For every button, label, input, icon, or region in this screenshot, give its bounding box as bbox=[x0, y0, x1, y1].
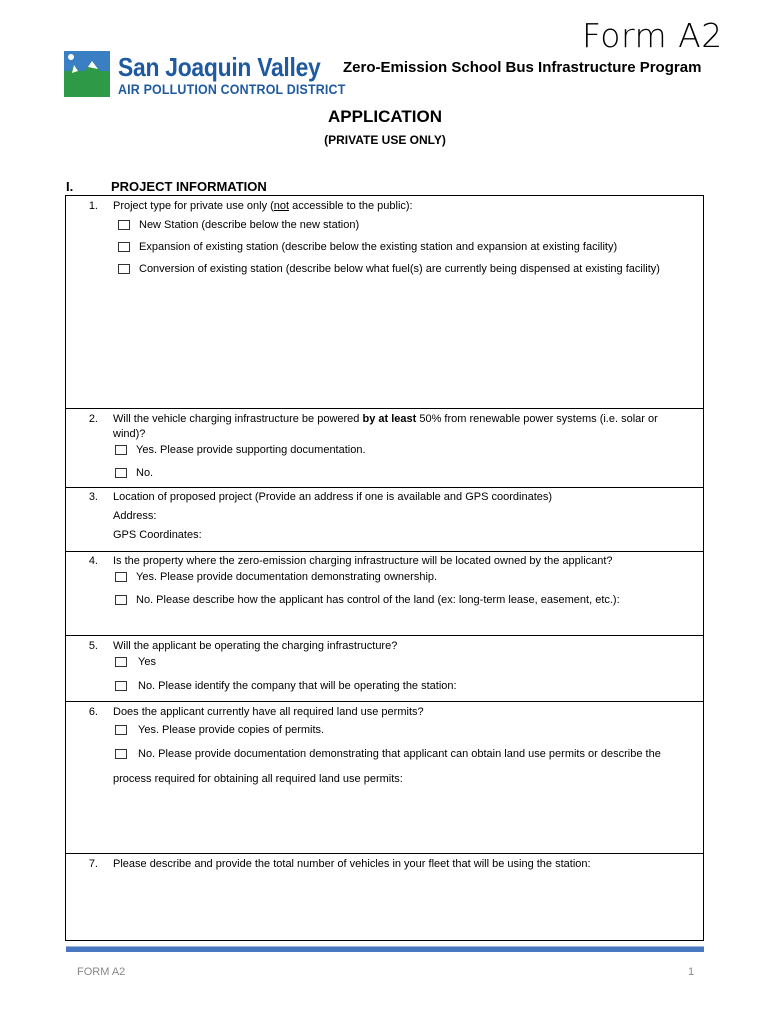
q7-description-field[interactable] bbox=[110, 876, 700, 936]
program-name: Zero-Emission School Bus Infrastructure Program bbox=[343, 59, 702, 76]
q6-option-label: Yes. Please provide copies of permits. bbox=[138, 724, 325, 736]
row-divider bbox=[65, 853, 704, 854]
question-2-text-line2: wind)? bbox=[113, 428, 146, 440]
q5-no-checkbox[interactable] bbox=[115, 681, 127, 691]
q1-expansion-checkbox[interactable] bbox=[118, 242, 130, 252]
q4-no-checkbox[interactable] bbox=[115, 595, 127, 605]
q1-option-label: New Station (describe below the new station) bbox=[139, 219, 360, 231]
row-divider bbox=[65, 635, 704, 636]
q1-description-field[interactable] bbox=[110, 282, 700, 404]
application-title: APPLICATION bbox=[328, 107, 442, 126]
question-number: 3. bbox=[88, 491, 98, 503]
q4-yes-checkbox[interactable] bbox=[115, 572, 127, 582]
logo-subtitle: AIR POLLUTION CONTROL DISTRICT bbox=[118, 82, 346, 97]
q4-option-label: No. Please describe how the applicant has control of the land (ex: long-term lease, easement, etc.): bbox=[136, 594, 620, 606]
footer-bar bbox=[66, 946, 704, 952]
q1-option-label: Expansion of existing station (describe below the existing station and expansion at existing facility) bbox=[139, 241, 618, 253]
question-number: 4. bbox=[88, 555, 98, 567]
footer-form-id: FORM A2 bbox=[77, 966, 126, 978]
question-4-text: Is the property where the zero-emission charging infrastructure will be located owned by the applicant? bbox=[113, 555, 613, 567]
address-label: Address: bbox=[113, 510, 157, 522]
address-field[interactable] bbox=[160, 508, 700, 524]
row-divider bbox=[65, 408, 704, 409]
application-subtitle: (PRIVATE USE ONLY) bbox=[324, 133, 446, 147]
row-divider bbox=[65, 551, 704, 552]
q1-conversion-checkbox[interactable] bbox=[118, 264, 130, 274]
q6-yes-checkbox[interactable] bbox=[115, 725, 127, 735]
q5-option-label: No. Please identify the company that will be operating the station: bbox=[138, 680, 457, 692]
question-number: 2. bbox=[88, 413, 98, 425]
q6-no-checkbox[interactable] bbox=[115, 749, 127, 759]
row-divider bbox=[65, 701, 704, 702]
q4-option-label: Yes. Please provide documentation demonstrating ownership. bbox=[136, 571, 438, 583]
section-title: PROJECT INFORMATION bbox=[111, 179, 267, 194]
q6-option-label: No. Please provide documentation demonstrating that applicant can obtain land use permits or describe the bbox=[138, 748, 661, 760]
q5-option-label: Yes bbox=[138, 656, 156, 668]
q2-option-label: No. bbox=[136, 467, 154, 479]
question-1-text: Project type for private use only (not accessible to the public): bbox=[113, 200, 413, 212]
question-6-continuation: process required for obtaining all required land use permits: bbox=[113, 773, 403, 785]
gps-coordinates-field[interactable] bbox=[204, 527, 700, 543]
gps-label: GPS Coordinates: bbox=[113, 529, 202, 541]
question-number: 5. bbox=[88, 640, 98, 652]
form-id: Form A2 bbox=[582, 16, 723, 55]
question-3-text: Location of proposed project (Provide an address if one is available and GPS coordinates) bbox=[113, 491, 553, 503]
page-number: 1 bbox=[688, 966, 695, 978]
question-6-text: Does the applicant currently have all required land use permits? bbox=[113, 706, 424, 718]
question-number: 6. bbox=[88, 706, 98, 718]
district-logo-icon bbox=[64, 51, 110, 97]
logo-title: San Joaquin Valley bbox=[118, 52, 321, 82]
question-number: 7. bbox=[88, 858, 98, 870]
question-5-text: Will the applicant be operating the charging infrastructure? bbox=[113, 640, 398, 652]
question-2-text: Will the vehicle charging infrastructure be powered by at least 50% from renewable power systems (i.e. solar or bbox=[113, 413, 658, 425]
q2-option-label: Yes. Please provide supporting documentation. bbox=[136, 444, 366, 456]
q2-yes-checkbox[interactable] bbox=[115, 445, 127, 455]
section-number: I. bbox=[66, 179, 74, 194]
q1-new-station-checkbox[interactable] bbox=[118, 220, 130, 230]
q1-option-label: Conversion of existing station (describe below what fuel(s) are currently being dispensed at existing facility) bbox=[139, 263, 660, 275]
question-7-text: Please describe and provide the total number of vehicles in your fleet that will be using the station: bbox=[113, 858, 591, 870]
row-divider bbox=[65, 487, 704, 488]
q5-yes-checkbox[interactable] bbox=[115, 657, 127, 667]
question-number: 1. bbox=[88, 200, 98, 212]
q2-no-checkbox[interactable] bbox=[115, 468, 127, 478]
